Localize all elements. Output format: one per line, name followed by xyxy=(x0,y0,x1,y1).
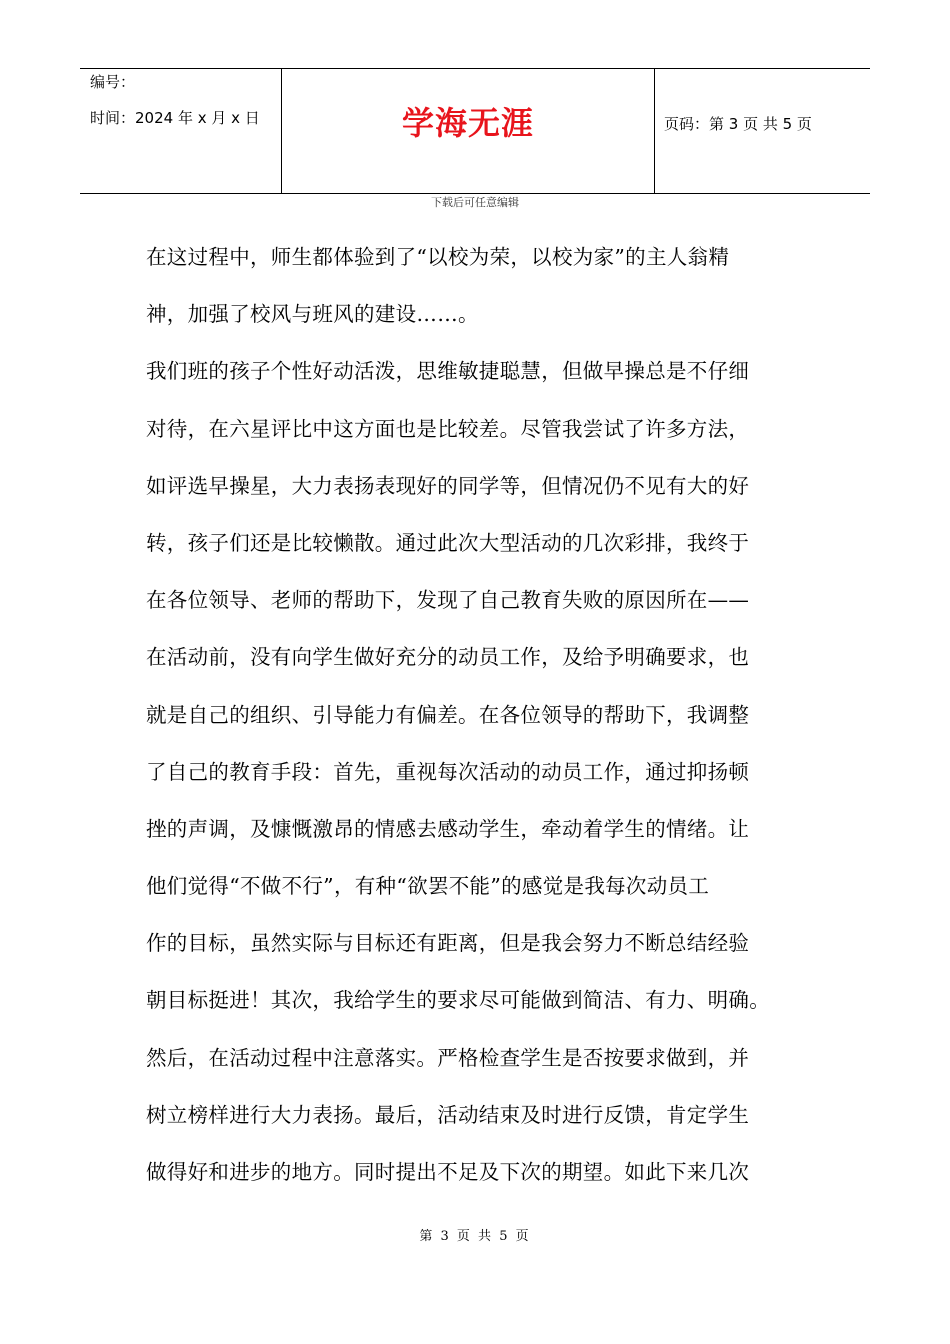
body-paragraph xyxy=(146,237,836,1209)
body-line: 做得好和进步的地方。同时提出不足及下次的期望。如此下来几次 xyxy=(146,1160,750,1184)
body-line: 挫的声调，及慷慨激昂的情感去感动学生，牵动着学生的情绪。让 xyxy=(146,816,750,841)
body-line: 我们班的孩子个性好动活泼，思维敏捷聪慧，但做早操总是不仔细 xyxy=(146,359,750,384)
document-date-label: 时间：2024 年 x 月 x 日 xyxy=(90,109,260,127)
edit-note: 下载后可任意编辑 xyxy=(431,196,519,209)
body-line: 对待，在六星评比中这方面也是比较差。尽管我尝试了许多方法， xyxy=(146,416,750,441)
body-line: 在各位领导、老师的帮助下，发现了自己教育失败的原因所在—— xyxy=(146,588,750,613)
brand-title: 学海无涯 xyxy=(401,104,534,142)
header-divider-right xyxy=(654,69,655,193)
body-line: 转，孩子们还是比较懒散。通过此次大型活动的几次彩排，我终于 xyxy=(146,530,750,555)
body-line: 在活动前，没有向学生做好充分的动员工作，及给予明确要求，也 xyxy=(146,645,750,670)
header-page-indicator: 页码：第 3 页 共 5 页 xyxy=(664,115,812,133)
body-line: 如评选早操星，大力表扬表现好的同学等，但情况仍不见有大的好 xyxy=(146,473,750,498)
body-line: 神，加强了校风与班风的建设……。 xyxy=(146,302,479,327)
document-number-label: 编号： xyxy=(90,73,136,91)
body-line: 树立榜样进行大力表扬。最后，活动结束及时进行反馈，肯定学生 xyxy=(146,1102,750,1127)
body-line: 然后，在活动过程中注意落实。严格检查学生是否按要求做到，并 xyxy=(146,1045,750,1070)
body-line: 就是自己的组织、引导能力有偏差。在各位领导的帮助下，我调整 xyxy=(146,702,750,727)
body-line: 作的目标，虽然实际与目标还有距离，但是我会努力不断总结经验 xyxy=(146,931,750,956)
body-line: 他们觉得“不做不行”，有种“欲罢不能”的感觉是我每次动员工 xyxy=(146,874,710,899)
document-header xyxy=(80,68,870,194)
body-line: 在这过程中，师生都体验到了“以校为荣，以校为家”的主人翁精 xyxy=(146,245,730,269)
page-footer: 第 3 页 共 5 页 xyxy=(419,1229,531,1244)
body-line: 了自己的教育手段：首先，重视每次活动的动员工作，通过抑扬顿 xyxy=(146,759,750,784)
body-line: 朝目标挺进！其次，我给学生的要求尽可能做到简洁、有力、明确。 xyxy=(146,988,770,1013)
